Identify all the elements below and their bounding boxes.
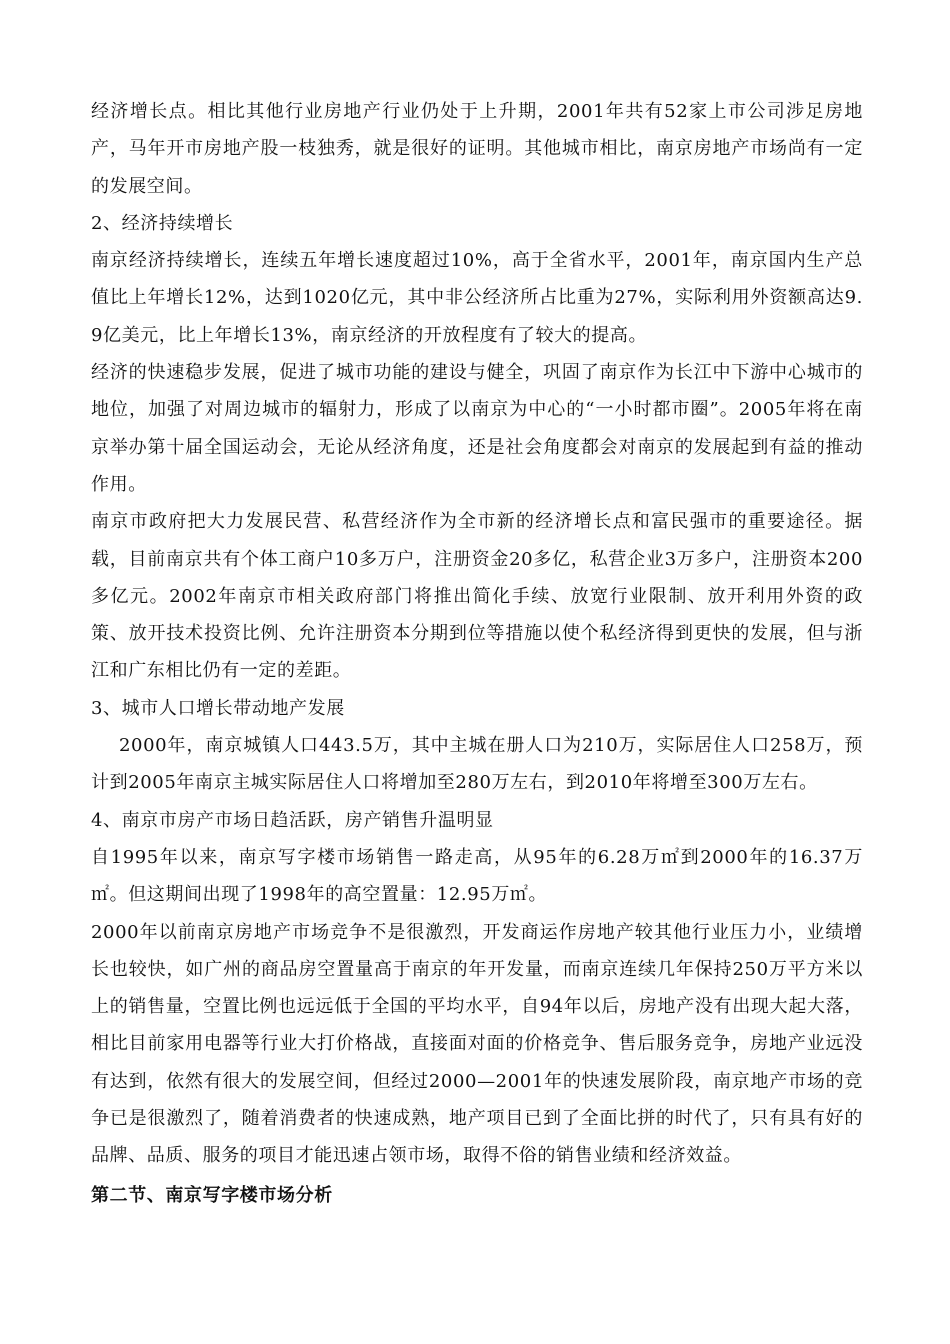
section-heading-population: 3、城市人口增长带动地产发展 [91,697,345,719]
paragraph-economic-growth: 南京经济持续增长，连续五年增长速度超过10%，高于全省水平，2001年，南京国内生产总值比上年增长12%，达到1020亿元，其中非公经济所占比重为27%，实际利用外资额高达9.9亿美元，比上年增长13%，南京经济的开放程度有了较大的提高。 [91,250,863,346]
document-body [91,93,863,1214]
chapter-heading-office-market: 第二节、南京写字楼市场分析 [91,1184,333,1206]
paragraph-office-sales: 自1995年以来，南京写字楼市场销售一路走高，从95年的6.28万㎡到2000年的16.37万㎡。但这期间出现了1998年的高空置量：12.95万㎡。 [91,846,863,906]
paragraph-city-function: 经济的快速稳步发展，促进了城市功能的建设与健全，巩固了南京作为长江中下游中心城市的地位，加强了对周边城市的辐射力，形成了以南京为中心的“一小时都市圈”。2005年将在南京举办第十届全国运动会，无论从经济角度，还是社会角度都会对南京的发展起到有益的推动作用。 [91,362,863,495]
paragraph-growth-point: 经济增长点。相比其他行业房地产行业仍处于上升期，2001年共有52家上市公司涉足房地产，马年开市房地产股一枝独秀，就是很好的证明。其他城市相比，南京房地产市场尚有一定的发展空间。 [91,101,863,197]
paragraph-population: 2000年，南京城镇人口443.5万，其中主城在册人口为210万，实际居住人口258万，预计到2005年南京主城实际居住人口将增加至280万左右，到2010年将增至300万左右。 [91,735,863,794]
paragraph-private-economy: 南京市政府把大力发展民营、私营经济作为全市新的经济增长点和富民强市的重要途径。据载，目前南京共有个体工商户10多万户，注册资金20多亿，私营企业3万多户，注册资本200多亿元。2002年南京市相关政府部门将推出简化手续、放宽行业限制、放开利用外资的政策、放开技术投资比例、允许注册资本分期到位等措施以使个私经济得到更快的发展，但与浙江和广东相比仍有一定的差距。 [91,511,863,682]
paragraph-market-competition: 2000年以前南京房地产市场竞争不是很激烈，开发商运作房地产较其他行业压力小，业绩增长也较快，如广州的商品房空置量高于南京的年开发量，而南京连续几年保持250万平方米以上的销售量，空置比例也远远低于全国的平均水平，自94年以后，房地产没有出现大起大落，相比目前家用电器等行业大打价格战，直接面对面的价格竞争、售后服务竞争，房地产业远没有达到，依然有很大的发展空间，但经过2000—2001年的快速发展阶段，南京地产市场的竞争已是很激烈了，随着消费者的快速成熟，地产项目已到了全面比拼的时代了，只有具有好的品牌、品质、服务的项目才能迅速占领市场，取得不俗的销售业绩和经济效益。 [91,921,863,1167]
section-heading-economic-growth: 2、经济持续增长 [91,212,234,234]
section-heading-market-activity: 4、南京市房产市场日趋活跃，房产销售升温明显 [91,809,494,831]
